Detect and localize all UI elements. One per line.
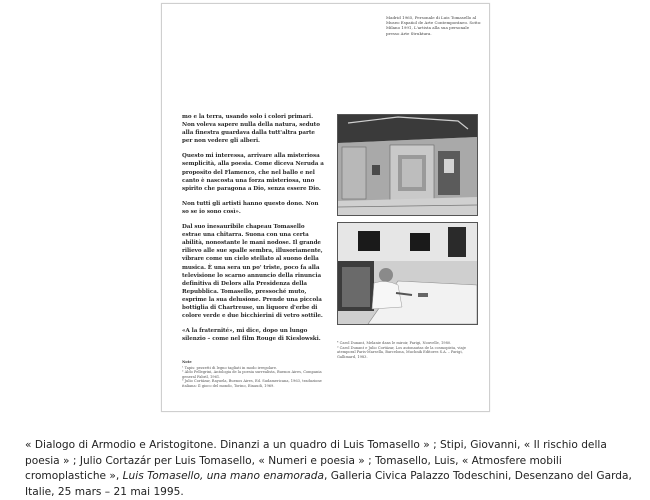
paragraph: mo e la terra, usando solo i colori primari. Non voleva sapere nulla della natura, seduto alla finestra guardava dalla tutt'altra parte per non vedere gli alberi.	[182, 114, 320, 145]
photo-caption: Madrid 1965, Personale di Luis Tomasello al Museo Español de Arte Contemporáneo. Sotto: Milano 1991, L'artista alla sua personale presso Arte Struktura.	[386, 15, 482, 36]
scanned-page	[161, 3, 490, 412]
caption-title: Luis Tomasello, una mano enamorada	[122, 470, 324, 482]
paragraph: Dal suo inesauribile chapeau Tomasello estrae una chitarra. Suona con una certa abilità, nonostante le mani nodose. Il grande rilievo alle sue spalle sembra, illusoriamente, vibrare come un cielo stellato al suono della musica. È una sera un po' triste, poco fa alla televisione lo scarno annuncio della rinuncia definitiva di Delors alla Presidenza della Repubblica. Tomasello, pressoché muto, esprime la sua delusione. Prende una piccola bottiglia di Chartreuse, un liquore d'erbe di colore verde e due bicchierini di vetro sottile.	[182, 224, 323, 320]
footnote: ⁴ Carol Dunant, Melanie dans le miroir, Parigi, Nouvelle, 1980.	[337, 341, 452, 345]
caption-text-end: , Galleria Civica Palazzo Todeschini, Desenzano del Garda, Italie, 25 mars – 21 mai 1995.	[25, 470, 632, 498]
exhibition-photo	[337, 114, 478, 216]
footnote: ⁵ Carol Dunant e Julio Cortázar, Los autonautas de la cosmopista, viaje atemporal Paris-Marsella, Barcelona, Muchnik Editores S.A. – Parigi, Gallimard, 1983.	[337, 345, 466, 359]
footnotes	[182, 360, 327, 389]
paragraph: «A la fraternité», mi dice, dopo un lungo silenzio – come nel film Rouge di Kieslowski.	[182, 328, 321, 343]
caption-text: « Dialogo di Armodio e Aristogitone. Dinanzi a un quadro di Luis Tomasello » ; Stipi, Giovanni, « Il rischio della poesia » ; Julio Cortazár per Luis Tomasello, « Numeri e poesia » ; Tomasello, Luis, « Atmosfere mobili cromoplastiche »,	[25, 439, 607, 482]
notes-title: Note	[182, 360, 192, 364]
footnote: ² Aldo Pellegrini, Antologia de la poesia surrealista, Buenos Aires, Compania general Fabril, 1961.	[182, 370, 322, 379]
image-caption	[25, 438, 635, 500]
footnotes-right	[337, 341, 477, 359]
paragraph: Questo mi interessa, arrivare alla misteriosa semplicità, alla poesia. Come diceva Neruda a proposito del Flamenco, che nel ballo e nel canto è nascosta una forza misteriosa, uno spirito che paragona a Dio, senza essere Dio.	[182, 153, 324, 192]
footnote: ¹ Tapis: pezzetti di legno tagliati in modo irregolare.	[182, 365, 278, 370]
article-body	[182, 113, 324, 350]
artist-photo	[337, 222, 478, 325]
paragraph: Non tutti gli artisti hanno questo dono. Non so se io sono così».	[182, 200, 319, 215]
footnote: ³ Julio Cortázar, Rayuela, Buenos Aires, Ed. Sudamericana, 1963, traduzione italiana: Il gioco del mondo, Torino, Einaudi, 1969.	[182, 379, 322, 388]
